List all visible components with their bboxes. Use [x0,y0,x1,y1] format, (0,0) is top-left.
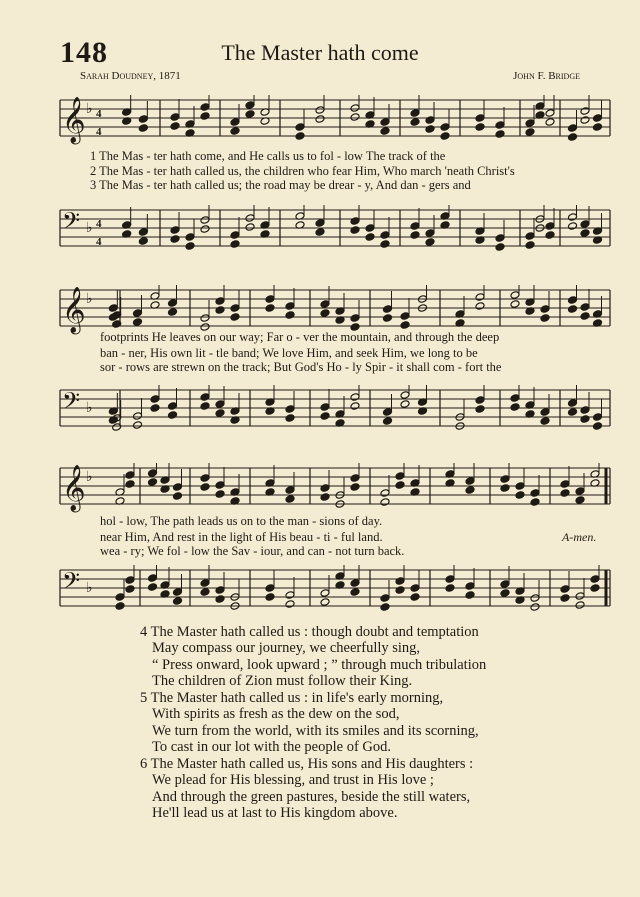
notehead-icon [410,231,420,240]
notehead-icon [133,318,143,327]
notehead-icon [200,588,210,597]
notehead-icon [410,593,420,602]
notehead-icon [125,471,135,480]
notehead-icon [400,400,410,409]
notehead-icon [540,314,550,323]
notehead-icon [138,115,148,124]
notehead-icon [425,125,435,134]
notehead-icon [265,304,275,313]
notehead-icon [410,584,420,593]
notehead-icon [593,413,603,422]
notehead-icon [545,231,555,240]
notehead-icon [475,123,485,132]
notehead-icon [230,304,240,313]
notehead-icon [475,396,485,405]
notehead-icon [575,496,585,505]
notehead-icon [215,595,225,604]
notehead-icon [530,498,540,507]
notehead-icon [285,486,295,495]
notehead-icon [575,601,585,610]
notehead-icon [215,306,225,315]
notehead-icon [200,579,210,588]
notehead-icon [200,474,210,483]
key-signature-flat-icon: ♭ [86,469,93,485]
notehead-icon [320,493,330,502]
notehead-icon [568,408,578,417]
notehead-icon [465,582,475,591]
notehead-icon [380,118,390,127]
notehead-icon [168,308,178,317]
notehead-icon [510,394,520,403]
notehead-icon [200,112,210,121]
notehead-icon [510,291,520,300]
notehead-icon [525,241,535,250]
notehead-icon [540,305,550,314]
notehead-icon [315,106,325,115]
notehead-icon [580,415,590,424]
notehead-icon [230,313,240,322]
stanza-line: 6 The Master hath called us, His sons and His daughters : [140,756,474,772]
notehead-icon [320,484,330,493]
notehead-icon [185,233,195,242]
lyric-line: 3 The Mas - ter hath called us; the road may be drear - y, And dan - gers and [90,178,471,192]
notehead-icon [575,592,585,601]
notehead-icon [383,417,393,426]
notehead-icon [320,309,330,318]
key-signature-flat-icon: ♭ [86,400,93,416]
notehead-icon [495,243,505,252]
notehead-icon [150,404,160,413]
hymn-author: Sarah Doudney, 1871 [80,70,181,82]
notehead-icon [125,576,135,585]
notehead-icon [475,405,485,414]
notehead-icon [568,222,578,231]
notehead-icon [500,580,510,589]
notehead-icon [200,314,210,323]
notehead-icon [112,320,122,329]
notehead-icon [440,132,450,141]
notehead-icon [510,403,520,412]
notehead-icon [215,400,225,409]
notehead-icon [115,593,125,602]
key-signature-flat-icon: ♭ [86,291,93,307]
bass-clef-icon: 𝄢 [62,387,81,420]
hymn-title: The Master hath come [221,40,419,65]
stanza-line: May compass our journey, we cheerfully sing, [152,640,421,657]
notehead-icon [515,491,525,500]
notehead-icon [230,127,240,136]
notehead-icon [215,297,225,306]
notehead-icon [540,408,550,417]
hymn-composer: John F. Bridge [513,70,580,82]
notehead-icon [265,593,275,602]
notehead-icon [380,489,390,498]
notehead-icon [320,300,330,309]
notehead-icon [173,588,183,597]
notehead-icon [383,305,393,314]
notehead-icon [500,484,510,493]
treble-staff-system-3 [50,463,610,513]
notehead-icon [580,406,590,415]
notehead-icon [395,472,405,481]
notehead-icon [495,130,505,139]
bass-staff-system-1 [50,205,610,255]
notehead-icon [168,411,178,420]
notehead-icon [568,124,578,133]
notehead-icon [185,242,195,251]
notehead-icon [580,312,590,321]
notehead-icon [545,118,555,127]
notehead-icon [395,586,405,595]
notehead-icon [168,402,178,411]
time-signature-icon: 4 [96,126,102,138]
notehead-icon [350,217,360,226]
notehead-icon [215,481,225,490]
notehead-icon [148,574,158,583]
notehead-icon [265,584,275,593]
notehead-icon [400,321,410,330]
key-signature-flat-icon: ♭ [86,101,93,117]
notehead-icon [350,226,360,235]
notehead-icon [125,585,135,594]
notehead-icon [475,293,485,302]
notehead-icon [380,603,390,612]
notehead-icon [593,123,603,132]
notehead-icon [170,226,180,235]
notehead-icon [380,498,390,507]
notehead-icon [380,231,390,240]
notehead-icon [425,229,435,238]
notehead-icon [148,583,158,592]
bass-clef-icon: 𝄢 [62,567,81,600]
stanza-line: And through the green pastures, beside the still waters, [152,788,471,805]
notehead-icon [380,240,390,249]
notehead-icon [540,417,550,426]
notehead-icon [410,109,420,118]
notehead-icon [395,481,405,490]
treble-clef-icon: 𝄞 [62,465,86,511]
notehead-icon [568,305,578,314]
notehead-icon [133,309,143,318]
notehead-icon [173,597,183,606]
notehead-icon [350,104,360,113]
treble-clef-icon: 𝄞 [62,287,86,333]
notehead-icon [515,482,525,491]
notehead-icon [380,594,390,603]
notehead-icon [170,235,180,244]
notehead-icon [445,584,455,593]
notehead-icon [365,233,375,242]
notehead-icon [112,423,122,432]
notehead-icon [593,114,603,123]
notehead-icon [285,414,295,423]
bass-clef-icon: 𝄢 [62,207,81,240]
notehead-icon [245,214,255,223]
notehead-icon [265,295,275,304]
notehead-icon [168,299,178,308]
notehead-icon [215,586,225,595]
notehead-icon [285,495,295,504]
stanza-line: We plead for His blessing, and trust in His love ; [152,772,434,789]
notehead-icon [568,399,578,408]
notehead-icon [320,598,330,607]
amen-text: A-men. [562,530,597,544]
notehead-icon [410,118,420,127]
notehead-icon [285,302,295,311]
notehead-icon [580,220,590,229]
treble-clef-icon: 𝄞 [62,97,86,143]
notehead-icon [575,487,585,496]
notehead-icon [560,489,570,498]
notehead-icon [560,480,570,489]
notehead-icon [530,489,540,498]
notehead-icon [445,575,455,584]
notehead-icon [200,402,210,411]
notehead-icon [148,469,158,478]
notehead-icon [560,585,570,594]
time-signature-icon: 4 [96,218,102,230]
notehead-icon [350,588,360,597]
notehead-icon [320,412,330,421]
notehead-icon [215,490,225,499]
notehead-icon [510,300,520,309]
notehead-icon [285,405,295,414]
notehead-icon [170,122,180,131]
lyric-line: sor - rows are strewn on the track; But God's Ho - ly Spir - it shall com - fort the [100,360,502,374]
notehead-icon [200,483,210,492]
stanza-line: To cast in our lot with the people of God. [152,738,391,755]
notehead-icon [245,223,255,232]
lyric-line: ban - ner, His own lit - tle band; We love Him, and seek Him, we long to be [100,346,478,360]
bass-staff-system-2 [50,385,610,435]
notehead-icon [125,480,135,489]
notehead-icon [593,422,603,431]
time-signature-icon: 4 [96,108,102,120]
notehead-icon [350,402,360,411]
notehead-icon [173,483,183,492]
stanza-line: 4 The Master hath called us : though doubt and temptation [140,624,479,640]
lyric-line: footprints He leaves on our way; Far o - ver the mountain, and through the deep [100,330,500,344]
notehead-icon [350,483,360,492]
notehead-icon [315,219,325,228]
notehead-icon [115,602,125,611]
key-signature-flat-icon: ♭ [86,580,93,596]
notehead-icon [320,403,330,412]
notehead-icon [138,124,148,133]
notehead-icon [150,395,160,404]
notehead-icon [230,240,240,249]
lyric-line: near Him, And rest in the light of His beau - ti - ful land. [100,530,383,544]
notehead-icon [285,600,295,609]
notehead-icon [285,591,295,600]
notehead-icon [200,216,210,225]
notehead-icon [440,123,450,132]
notehead-icon [568,296,578,305]
notehead-icon [365,224,375,233]
notehead-icon [138,237,148,246]
notehead-icon [568,133,578,142]
notehead-icon [410,222,420,231]
notehead-icon [500,589,510,598]
notehead-icon [350,579,360,588]
notehead-icon [295,132,305,141]
notehead-icon [495,121,505,130]
notehead-icon [285,311,295,320]
notehead-icon [580,229,590,238]
notehead-icon [580,107,590,116]
notehead-icon [350,474,360,483]
notehead-icon [580,116,590,125]
notehead-icon [530,594,540,603]
notehead-icon [133,412,143,421]
notehead-icon [350,393,360,402]
notehead-icon [400,312,410,321]
treble-staff-system-2 [50,285,610,335]
notehead-icon [495,234,505,243]
notehead-icon [590,575,600,584]
notehead-icon [425,116,435,125]
notehead-icon [320,589,330,598]
key-signature-flat-icon: ♭ [86,220,93,236]
lyric-line: hol - low, The path leads us on to the man - sions of day. [100,514,383,528]
notehead-icon [530,603,540,612]
stanza-5 [140,690,479,755]
notehead-icon [173,492,183,501]
notehead-icon [245,101,255,110]
notehead-icon [560,594,570,603]
notehead-icon [315,228,325,237]
time-signature-icon: 4 [96,236,102,248]
treble-staff-system-1 [50,95,610,145]
notehead-icon [425,238,435,247]
notehead-icon [200,225,210,234]
notehead-icon [525,128,535,137]
notehead-icon [350,113,360,122]
notehead-icon [525,232,535,241]
notehead-icon [350,314,360,323]
stanza-line: He'll lead us at last to His kingdom above. [152,804,398,821]
notehead-icon [138,228,148,237]
lyric-line: 2 The Mas - ter hath called us, the children who fear Him, Who march 'neath Christ's [90,164,515,178]
stanza-line: 5 The Master hath called us : in life's early morning, [140,690,444,706]
stanza-line: With spirits as fresh as the dew on the sod, [152,706,400,723]
hymn-number: 148 [60,36,108,69]
stanza-6 [140,756,473,821]
notehead-icon [108,304,118,313]
notehead-icon [400,391,410,400]
notehead-icon [545,109,555,118]
notehead-icon [525,119,535,128]
lyric-line: 1 The Mas - ter hath come, and He calls us to fol - low The track of the [90,149,446,163]
notehead-icon [230,118,240,127]
stanza-line: The children of Zion must follow their King. [152,672,413,689]
notehead-icon [383,408,393,417]
notehead-icon [475,114,485,123]
notehead-icon [465,486,475,495]
stanza-4 [140,624,486,689]
notehead-icon [545,222,555,231]
notehead-icon [295,123,305,132]
notehead-icon [383,314,393,323]
notehead-icon [133,421,143,430]
notehead-icon [590,584,600,593]
stanza-line: We turn from the world, with its smiles and its scorning, [152,722,479,739]
bass-staff-system-3 [50,565,610,615]
notehead-icon [148,478,158,487]
notehead-icon [568,213,578,222]
notehead-icon [315,115,325,124]
notehead-icon [475,302,485,311]
notehead-icon [200,393,210,402]
notehead-icon [200,103,210,112]
notehead-icon [230,231,240,240]
lyric-line: wea - ry; We fol - low the Sav - iour, and can - not turn back. [100,544,405,558]
notehead-icon [465,591,475,600]
notehead-icon [395,577,405,586]
notehead-icon [580,303,590,312]
notehead-icon [245,110,255,119]
notehead-icon [170,113,180,122]
notehead-icon [215,409,225,418]
notehead-icon [500,475,510,484]
notehead-icon [465,477,475,486]
notehead-icon [380,127,390,136]
stanza-line: “ Press onward, look upward ; ” through much tribulation [152,656,487,673]
